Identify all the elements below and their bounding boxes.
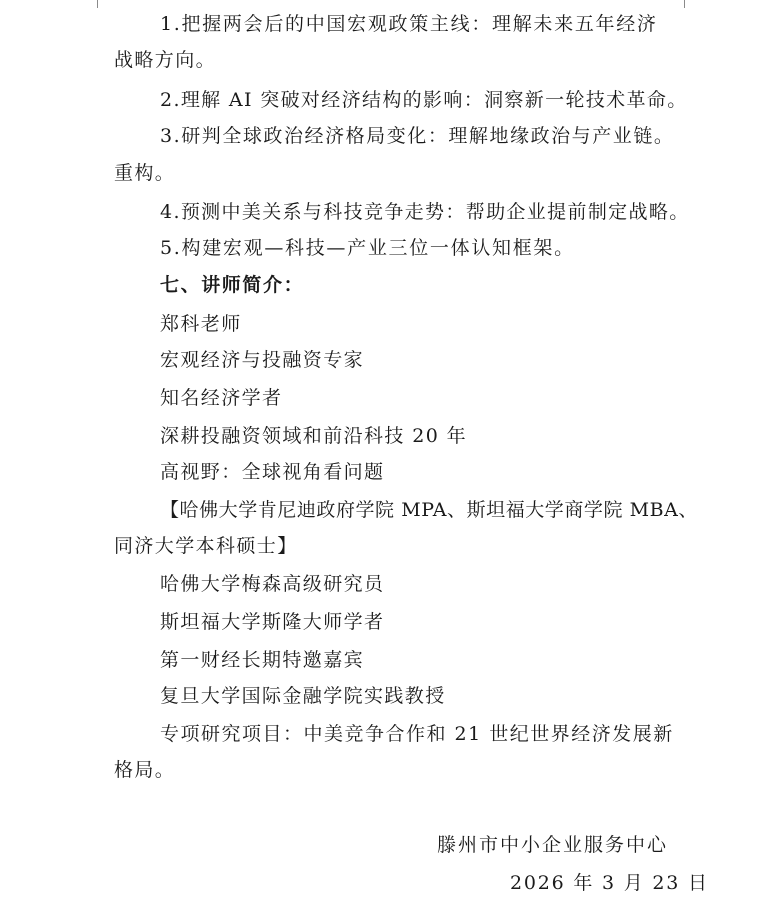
lecturer-role-1: 哈佛大学梅森高级研究员: [160, 573, 385, 595]
lecturer-role-2: 斯坦福大学斯隆大师学者: [160, 611, 385, 633]
lecturer-experience: 深耕投融资领域和前沿科技 20 年: [160, 425, 468, 447]
lecturer-title-1: 宏观经济与投融资专家: [160, 349, 365, 371]
lecturer-title-2: 知名经济学者: [160, 387, 283, 409]
goal-1-line-1: 1.把握两会后的中国宏观政策主线：理解未来五年经济: [160, 13, 658, 35]
signature-date: 2026 年 3 月 23 日: [510, 872, 709, 894]
lecturer-education-line-2: 同济大学本科硕士】: [114, 535, 298, 557]
lecturer-name: 郑科老师: [160, 313, 242, 335]
lecturer-role-4: 复旦大学国际金融学院实践教授: [160, 685, 446, 707]
goal-4-line-1: 4.预测中美关系与科技竞争走势：帮助企业提前制定战略。: [160, 201, 690, 223]
lecturer-project-line-1: 专项研究项目：中美竞争合作和 21 世纪世界经济发展新: [160, 723, 674, 745]
signature-organization: 滕州市中小企业服务中心: [437, 834, 669, 856]
page-corner-mark-left: [97, 0, 98, 8]
section-heading-lecturer: 七、讲师简介：: [160, 274, 305, 296]
goal-2-line-1: 2.理解 AI 突破对经济结构的影响：洞察新一轮技术革命。: [160, 89, 688, 111]
lecturer-role-3: 第一财经长期特邀嘉宾: [160, 649, 365, 671]
goal-3-line-1: 3.研判全球政治经济格局变化：理解地缘政治与产业链。: [160, 125, 675, 147]
goal-1-line-2: 战略方向。: [114, 49, 217, 71]
lecturer-vision: 高视野：全球视角看问题: [160, 461, 385, 483]
page-corner-mark-right: [684, 0, 685, 8]
lecturer-project-line-2: 格局。: [114, 759, 176, 781]
goal-3-line-2: 重构。: [114, 162, 176, 184]
lecturer-education-line-1: 【哈佛大学肯尼迪政府学院 MPA、斯坦福大学商学院 MBA、: [160, 499, 698, 521]
goal-5-line-1: 5.构建宏观—科技—产业三位一体认知框架。: [160, 237, 575, 259]
